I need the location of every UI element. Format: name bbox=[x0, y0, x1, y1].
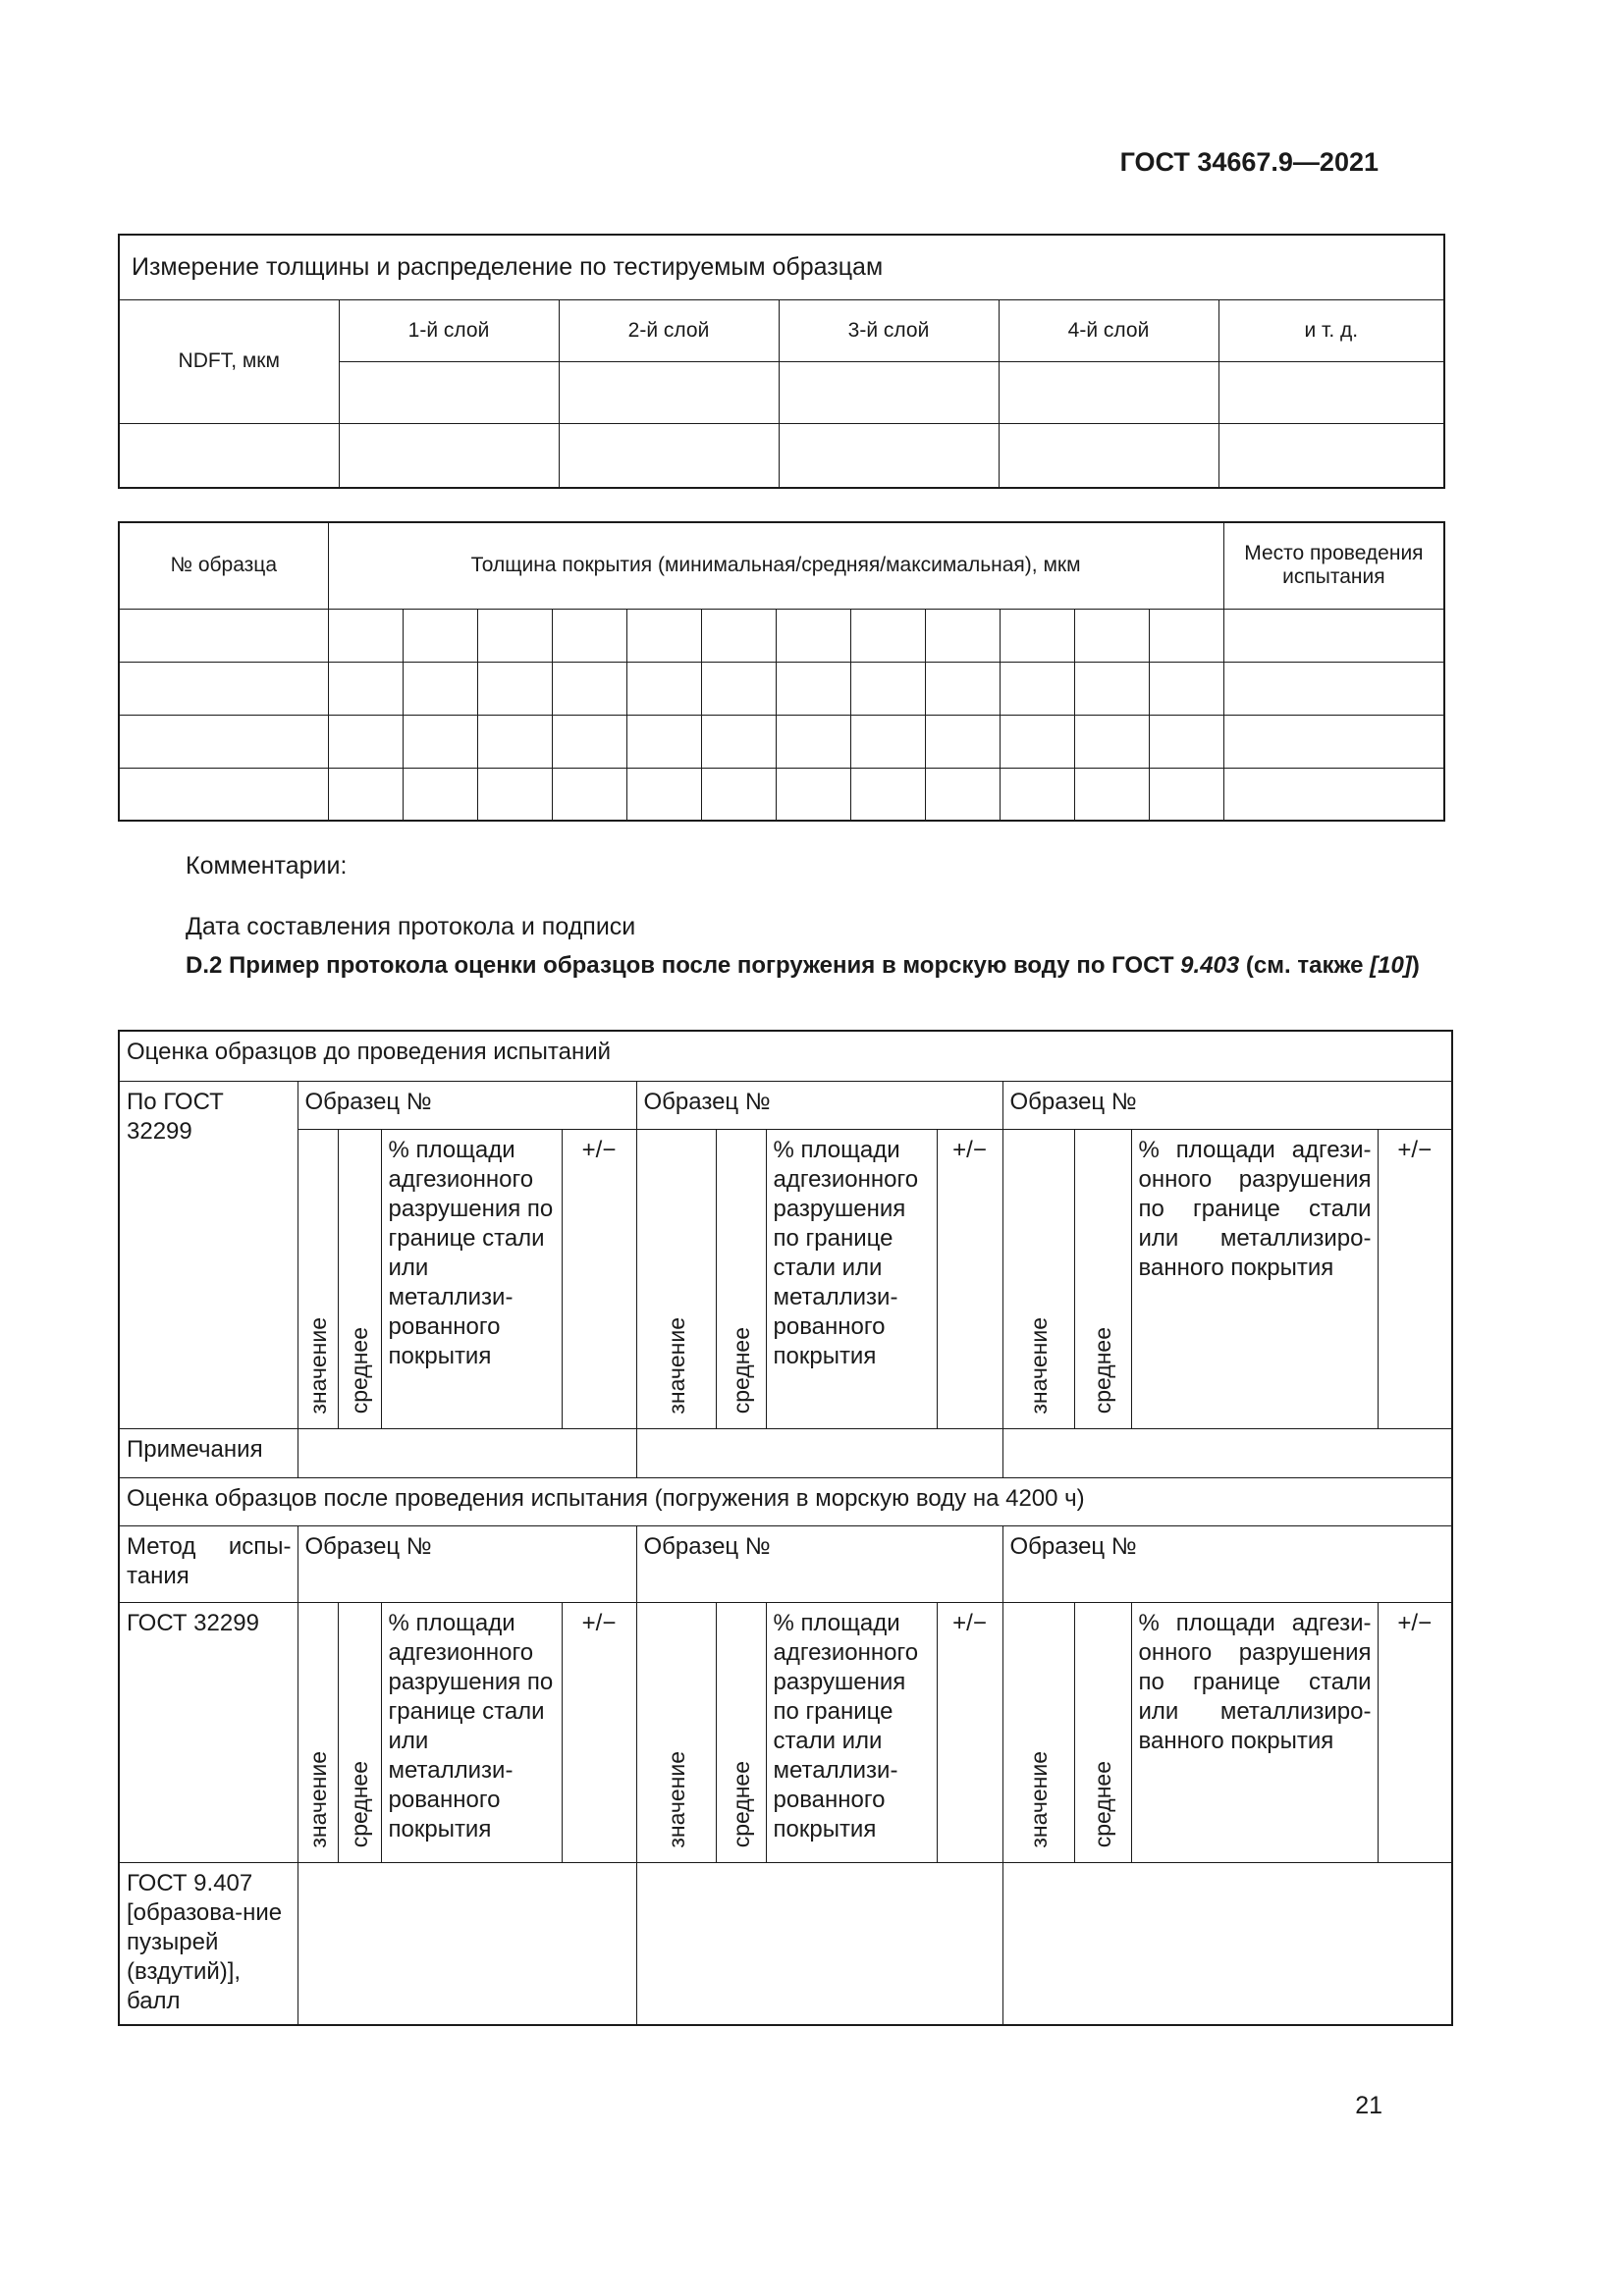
test-method-label: Метод испы-тания bbox=[119, 1525, 298, 1602]
mean-label: среднее bbox=[716, 1602, 766, 1862]
area-failure-label: % площади адгези-онного разрушения по границе стали или металлизиро-ванного покрытия bbox=[1131, 1129, 1378, 1428]
method-gost-32299-before: По ГОСТ 32299 bbox=[119, 1081, 298, 1428]
mean-label: среднее bbox=[1074, 1129, 1131, 1428]
table-cell bbox=[339, 361, 559, 423]
sample-evaluation-table bbox=[118, 1030, 1453, 2026]
section-title-end: ) bbox=[1411, 952, 1420, 979]
date-signature-label: Дата составления протокола и подписи bbox=[186, 913, 636, 940]
layer-etc-header: и т. д. bbox=[1218, 299, 1444, 361]
comments-label: Комментарии: bbox=[186, 852, 348, 880]
after-test-title: Оценка образцов после проведения испытания (погружения в морскую воду на 4200 ч) bbox=[119, 1477, 1452, 1525]
table-cell bbox=[636, 1428, 1002, 1477]
table-row bbox=[119, 715, 1444, 768]
ndft-label: NDFT, мкм bbox=[119, 299, 339, 423]
table-cell bbox=[1002, 1862, 1452, 2025]
section-number: D.2 bbox=[186, 952, 223, 979]
coating-thickness-table bbox=[118, 521, 1445, 822]
plus-minus-label: +/− bbox=[562, 1129, 636, 1428]
table-row bbox=[119, 768, 1444, 821]
layer-2-header: 2-й слой bbox=[559, 299, 779, 361]
page-number: 21 bbox=[1355, 2092, 1382, 2119]
mean-label: среднее bbox=[1074, 1602, 1131, 1862]
value-label: значение bbox=[298, 1129, 338, 1428]
method-gost-32299-after: ГОСТ 32299 bbox=[119, 1602, 298, 1862]
table-cell bbox=[999, 423, 1218, 488]
sample-3-header: Образец № bbox=[1002, 1525, 1452, 1602]
table-cell bbox=[1218, 423, 1444, 488]
layer-4-header: 4-й слой bbox=[999, 299, 1218, 361]
area-failure-label: % площади адгезионного разрушения по границе стали или металлизи-рованного покрытия bbox=[381, 1129, 562, 1428]
thickness-measurement-table bbox=[118, 234, 1445, 489]
sample-3-header: Образец № bbox=[1002, 1081, 1452, 1129]
value-label: значение bbox=[1002, 1129, 1074, 1428]
table-cell bbox=[119, 423, 339, 488]
table-cell bbox=[779, 423, 999, 488]
plus-minus-label: +/− bbox=[937, 1129, 1002, 1428]
thickness-table-title: Измерение толщины и распределение по тестируемым образцам bbox=[119, 235, 1444, 299]
test-place-header: Место проведения испытания bbox=[1223, 522, 1444, 609]
bibliography-reference: [10] bbox=[1370, 952, 1412, 979]
value-label: значение bbox=[636, 1602, 716, 1862]
section-heading bbox=[186, 950, 1440, 982]
before-test-title: Оценка образцов до проведения испытаний bbox=[119, 1031, 1452, 1081]
table-cell bbox=[636, 1862, 1002, 2025]
area-failure-label: % площади адгезионного разрушения по границе стали или металлизи-рованного покрытия bbox=[766, 1602, 937, 1862]
plus-minus-label: +/− bbox=[562, 1602, 636, 1862]
table-cell bbox=[779, 361, 999, 423]
table-cell bbox=[1218, 361, 1444, 423]
area-failure-label: % площади адгезионного разрушения по границе стали или металлизи-рованного покрытия bbox=[381, 1602, 562, 1862]
value-label: значение bbox=[636, 1129, 716, 1428]
plus-minus-label: +/− bbox=[1378, 1602, 1452, 1862]
table-cell bbox=[999, 361, 1218, 423]
document-code: ГОСТ 34667.9—2021 bbox=[1119, 147, 1379, 177]
mean-label: среднее bbox=[716, 1129, 766, 1428]
area-failure-label: % площади адгези-онного разрушения по границе стали или металлизиро-ванного покрытия bbox=[1131, 1602, 1378, 1862]
table-cell bbox=[559, 361, 779, 423]
value-label: значение bbox=[1002, 1602, 1074, 1862]
section-title: Пример протокола оценки образцов после погружения в морскую воду по ГОСТ bbox=[229, 952, 1174, 979]
plus-minus-label: +/− bbox=[1378, 1129, 1452, 1428]
table-cell bbox=[298, 1428, 636, 1477]
area-failure-label: % площади адгезионного разрушения по границе стали или металлизи-рованного покрытия bbox=[766, 1129, 937, 1428]
layer-1-header: 1-й слой bbox=[339, 299, 559, 361]
plus-minus-label: +/− bbox=[937, 1602, 1002, 1862]
method-gost-9407: ГОСТ 9.407 [образова-ние пузырей (вздутий)], балл bbox=[119, 1862, 298, 2025]
sample-number-header: № образца bbox=[119, 522, 328, 609]
table-cell bbox=[559, 423, 779, 488]
table-row bbox=[119, 662, 1444, 715]
sample-2-header: Образец № bbox=[636, 1525, 1002, 1602]
value-label: значение bbox=[298, 1602, 338, 1862]
notes-label: Примечания bbox=[119, 1428, 298, 1477]
sample-1-header: Образец № bbox=[298, 1081, 636, 1129]
mean-label: среднее bbox=[338, 1602, 381, 1862]
table-row bbox=[119, 609, 1444, 662]
gost-reference: 9.403 bbox=[1180, 952, 1240, 979]
sample-1-header: Образец № bbox=[298, 1525, 636, 1602]
layer-3-header: 3-й слой bbox=[779, 299, 999, 361]
coating-thickness-header: Толщина покрытия (минимальная/средняя/максимальная), мкм bbox=[328, 522, 1223, 609]
table-cell bbox=[298, 1862, 636, 2025]
table-cell bbox=[339, 423, 559, 488]
mean-label: среднее bbox=[338, 1129, 381, 1428]
section-title-cont: (см. также bbox=[1245, 952, 1364, 979]
sample-2-header: Образец № bbox=[636, 1081, 1002, 1129]
table-cell bbox=[1002, 1428, 1452, 1477]
